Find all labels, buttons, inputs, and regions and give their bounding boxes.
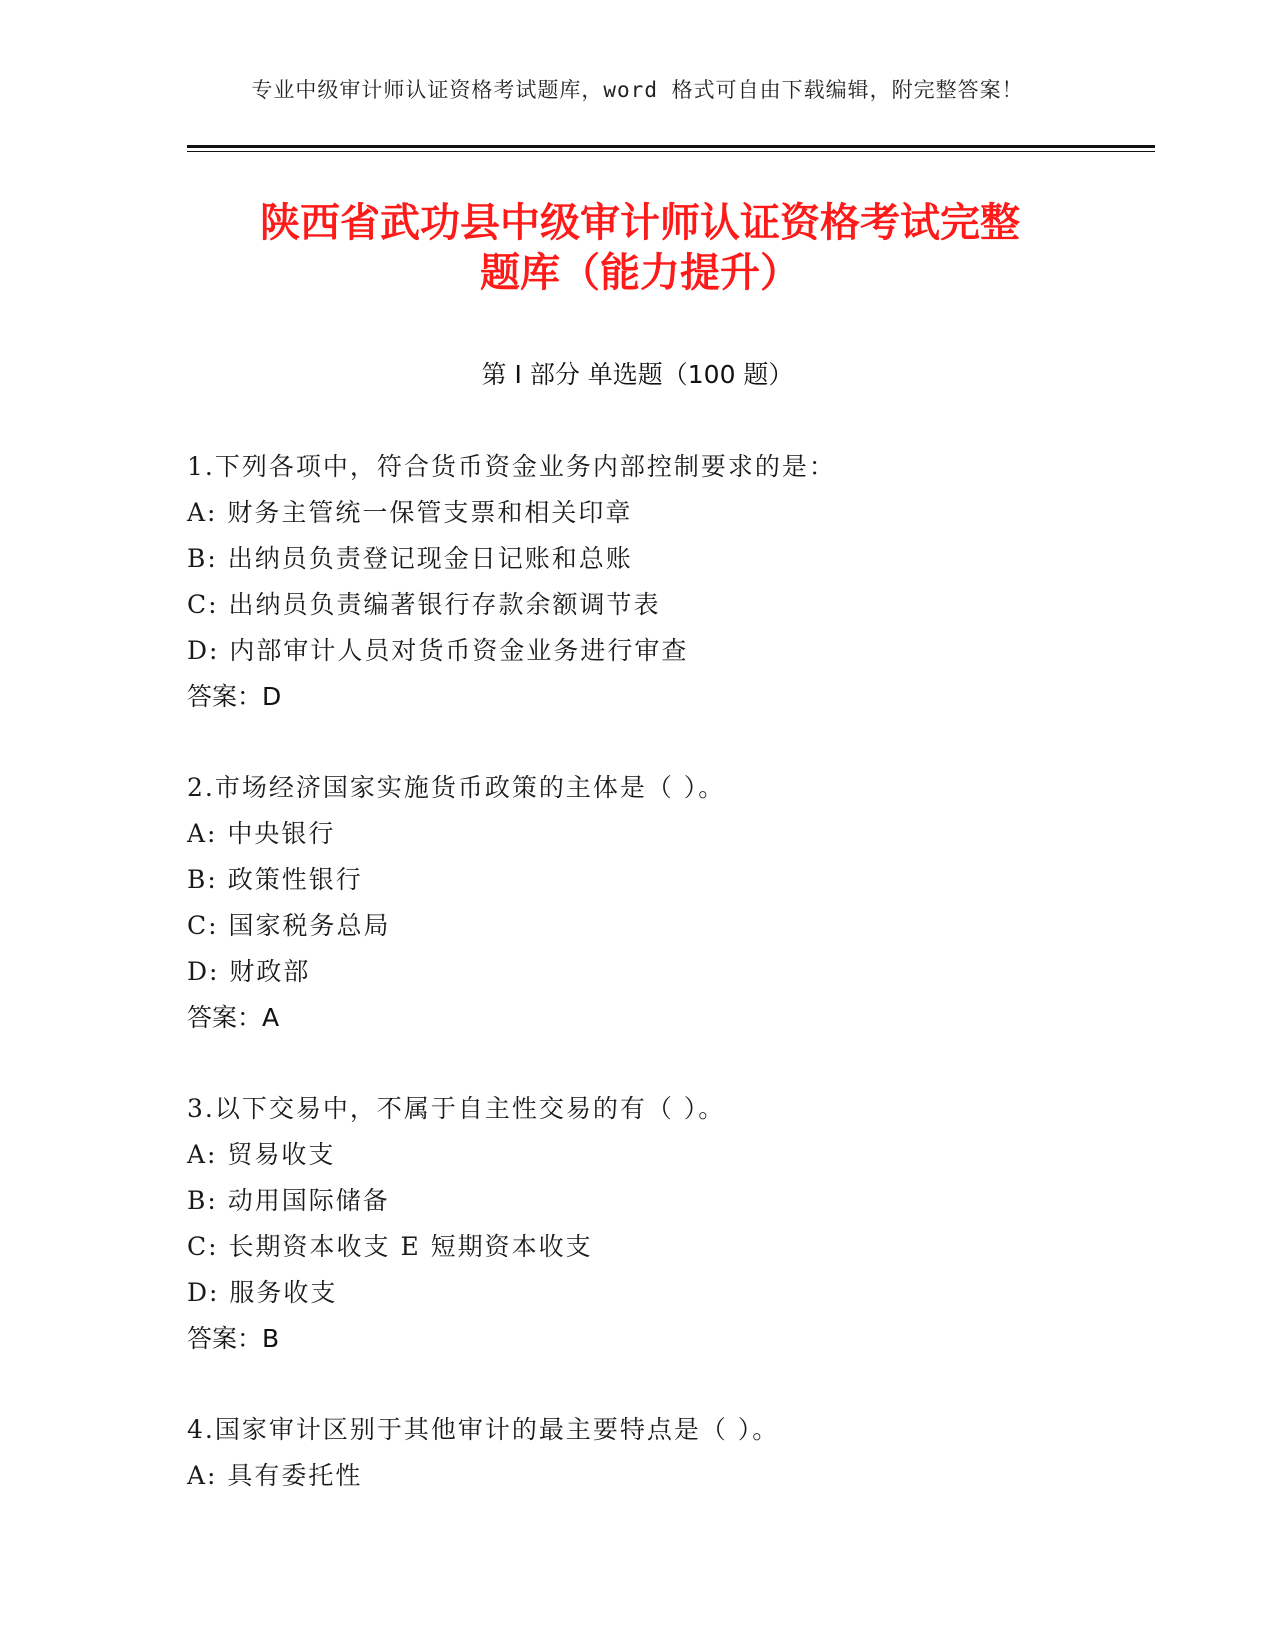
- option-a: A: 贸易收支: [187, 1140, 336, 1169]
- answer-label: 答案：A: [187, 1003, 280, 1032]
- option-c: C: 国家税务总局: [187, 911, 391, 940]
- answer-label: 答案：B: [187, 1324, 280, 1353]
- section-title: 第 I 部分 单选题（100 题）: [481, 360, 794, 389]
- question-stem: 3.以下交易中，不属于自主性交易的有（ ）。: [187, 1094, 726, 1123]
- question-stem: 2.市场经济国家实施货币政策的主体是（ ）。: [187, 773, 726, 802]
- document-title: [160, 198, 1120, 298]
- header-note: 专业中级审计师认证资格考试题库，word 格式可自由下载编辑，附完整答案！: [251, 78, 1024, 102]
- option-a: A: 中央银行: [187, 819, 336, 848]
- question-list: [187, 444, 1147, 1544]
- option-b: B: 政策性银行: [187, 865, 363, 894]
- document-title-line-2: 题库（能力提升）: [480, 250, 800, 296]
- question-4: [187, 1407, 1147, 1499]
- question-stem: 4.国家审计区别于其他审计的最主要特点是（ ）。: [187, 1415, 780, 1444]
- question-2: [187, 765, 1147, 1041]
- option-a: A: 财务主管统一保管支票和相关印章: [187, 498, 633, 527]
- question-3: [187, 1086, 1147, 1362]
- document-title-line-1: 陕西省武功县中级审计师认证资格考试完整: [260, 200, 1020, 246]
- header-divider-thin: [187, 151, 1155, 152]
- question-stem: 1.下列各项中，符合货币资金业务内部控制要求的是：: [187, 452, 836, 481]
- option-d: D: 服务收支: [187, 1278, 338, 1307]
- option-b: B: 出纳员负责登记现金日记账和总账: [187, 544, 633, 573]
- question-1: [187, 444, 1147, 720]
- option-d: D: 内部审计人员对货币资金业务进行审查: [187, 636, 689, 665]
- option-c: C: 出纳员负责编著银行存款余额调节表: [187, 590, 661, 619]
- option-a: A: 具有委托性: [187, 1461, 363, 1490]
- answer-label: 答案：D: [187, 682, 282, 711]
- option-d: D: 财政部: [187, 957, 311, 986]
- option-c: C: 长期资本收支 E 短期资本收支: [187, 1232, 593, 1261]
- option-b: B: 动用国际储备: [187, 1186, 390, 1215]
- header-divider-thick: [187, 145, 1155, 148]
